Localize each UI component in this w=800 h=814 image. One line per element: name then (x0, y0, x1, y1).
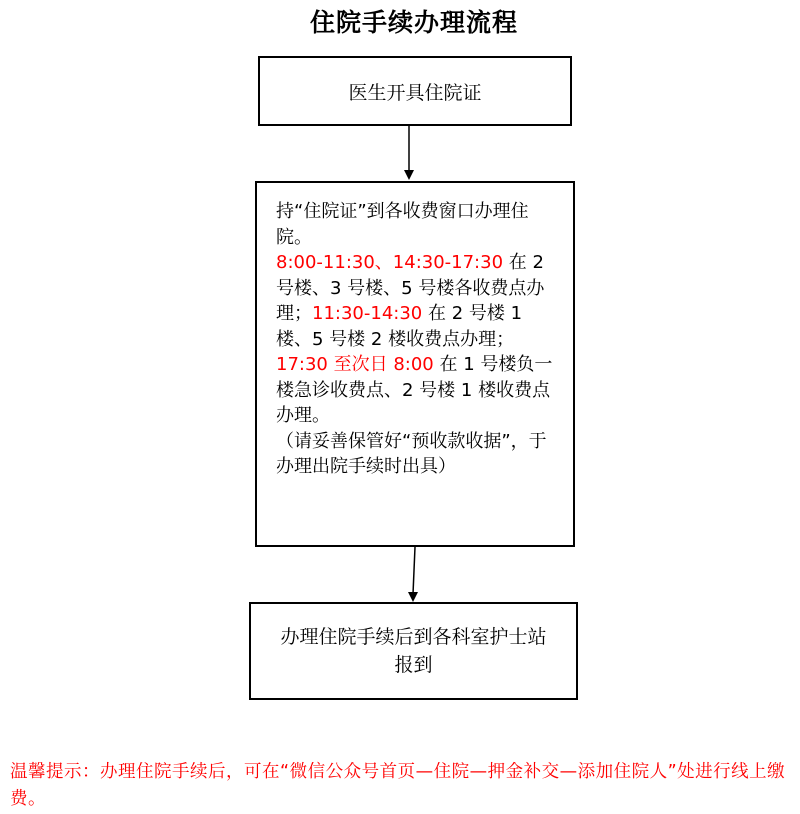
step-2-intro: 持“住院证”到各收费窗口办理住院。 (276, 201, 529, 248)
reminder-note: 温馨提示：办理住院手续后，可在“微信公众号首页—住院—押金补交—添加住院人”处进行线上缴费。 (10, 762, 786, 809)
location-2: 在 2 号楼 1 楼、5 号楼 2 楼收费点办理； (276, 303, 523, 350)
step-box-1 (258, 56, 572, 126)
step-box-3 (249, 602, 578, 700)
arrow-1 (404, 126, 414, 180)
step-2-schedule (276, 250, 557, 429)
step-1-text: 医生开具住院证 (348, 81, 482, 104)
arrow-2 (408, 547, 418, 602)
time-slot-1: 8:00-11:30、14:30-17:30 (276, 252, 504, 273)
page-title: 住院手续办理流程 (309, 8, 518, 37)
location-3: 在 1 号楼负一楼急诊收费点、2 号楼 1 楼收费点办理。 (276, 354, 553, 426)
time-slot-3: 17:30 至次日 8:00 (276, 354, 434, 375)
step-box-2 (255, 181, 575, 547)
location-1: 在 2 号楼、3 号楼、5 号楼各收费点办理； (276, 252, 545, 324)
step-3-text: 办理住院手续后到各科室护士站报到 (280, 626, 547, 676)
time-slot-2: 11:30-14:30 (312, 303, 423, 324)
step-2-remark: （请妥善保管好“预收款收据”，于办理出院手续时出具） (276, 430, 547, 477)
